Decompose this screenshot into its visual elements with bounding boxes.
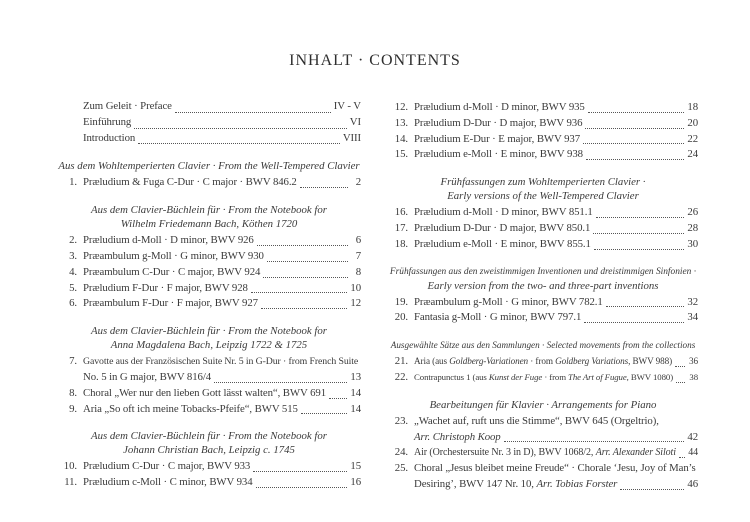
text-segment: Præludium e-Moll · E minor, BWV 855.1 [414, 237, 591, 250]
contents-column-left [57, 100, 361, 491]
page-number: 10 [350, 281, 361, 294]
toc-entry [57, 233, 361, 249]
toc-entry [57, 475, 361, 491]
dotted-leader [620, 489, 684, 490]
entry-line [414, 237, 698, 253]
page-number: IV - V [333, 100, 361, 112]
section-heading [388, 338, 698, 352]
entry-content [414, 461, 698, 493]
dotted-leader [134, 128, 347, 129]
entry-text [414, 295, 603, 311]
entry-content [83, 265, 361, 281]
page-number: 32 [687, 295, 698, 308]
section-heading [57, 159, 361, 173]
entry-number: 20. [394, 311, 408, 324]
front-matter-label: Einführung [83, 115, 132, 128]
entry-line [414, 445, 698, 461]
text-segment: Præambulum g-Moll · G minor, BWV 930 [83, 249, 264, 262]
toc-entry [57, 265, 361, 281]
entry-text [414, 477, 617, 493]
front-matter-label: Zum Geleit · Preface [83, 100, 172, 112]
heading-line: Wilhelm Friedemann Bach, Köthen 1720 [120, 218, 298, 231]
toc-entry [388, 445, 698, 461]
dotted-leader [251, 292, 348, 293]
heading-line: Johann Christian Bach, Leipzig c. 1745 [123, 444, 295, 457]
entry-content [83, 249, 361, 265]
dotted-leader [585, 128, 684, 129]
page-number: 15 [350, 460, 361, 473]
front-matter-label: Introduction [83, 131, 136, 144]
toc-entry [388, 116, 698, 132]
text-segment: Choral „Wer nur den lieben Gott lässt walten“, BWV 691 [83, 386, 326, 399]
page-number: 36 [689, 356, 698, 367]
text-segment: Arr. Tobias Forster [536, 477, 618, 490]
dotted-leader [267, 261, 348, 262]
entry-content [414, 310, 698, 326]
dotted-leader [593, 233, 684, 234]
toc-entry [57, 386, 361, 402]
page-number: 16 [350, 476, 361, 489]
entry-content [414, 354, 698, 370]
entry-line [414, 147, 698, 163]
page-number: 13 [350, 370, 361, 383]
text-segment: , BWV 1080) [626, 371, 674, 382]
entry-text [414, 221, 590, 237]
entry-content [83, 175, 361, 191]
entry-text [83, 386, 326, 402]
toc-entry [57, 402, 361, 418]
entry-text [414, 100, 585, 116]
toc-entry [388, 370, 698, 386]
entry-text [83, 354, 358, 370]
text-segment: Præludium F-Dur · F major, BWV 928 [83, 281, 248, 294]
page-number: 12 [350, 297, 361, 310]
front-matter-row [83, 116, 361, 132]
entry-line [83, 281, 361, 297]
contents-column-right [388, 100, 698, 493]
dotted-leader [261, 308, 347, 309]
entry-text [414, 414, 659, 430]
text-segment: Præludium C-Dur · C major, BWV 933 [83, 460, 251, 473]
entry-line [414, 205, 698, 221]
text-segment: Præambulum g-Moll · G minor, BWV 782.1 [414, 295, 603, 308]
heading-line: Aus dem Wohltemperierten Clavier · From the Well-Tempered Clavier [58, 160, 360, 173]
entry-number: 23. [394, 414, 408, 427]
text-segment: „Wachet auf, ruft uns die Stimme“, BWV 645 (Orgeltrio), [414, 414, 659, 427]
entry-content [83, 354, 361, 386]
dotted-leader [329, 398, 347, 399]
entry-line [414, 430, 698, 446]
entry-content [83, 459, 361, 475]
text-segment: Præludium d-Moll · D minor, BWV 851.1 [414, 206, 593, 219]
dotted-leader [301, 413, 348, 414]
section-heading [388, 175, 698, 203]
page-number: 2 [355, 176, 361, 189]
dotted-leader [588, 112, 685, 113]
entry-text [414, 237, 591, 253]
entry-line [83, 402, 361, 418]
dotted-leader [584, 322, 684, 323]
entry-text [83, 402, 298, 418]
page-number: 22 [687, 132, 698, 145]
entry-content [414, 132, 698, 148]
entry-line [83, 354, 361, 370]
page-number: 44 [688, 447, 698, 459]
text-segment: Præludium c-Moll · C minor, BWV 934 [83, 476, 253, 489]
entry-line [83, 175, 361, 191]
entry-number: 8. [69, 386, 77, 399]
dotted-leader [138, 143, 340, 144]
text-segment: Goldberg Variations [555, 356, 629, 367]
entry-line [83, 265, 361, 281]
text-segment: Goldberg-Variationen [449, 356, 529, 367]
text-segment: · from [542, 371, 569, 382]
toc-entry [388, 100, 698, 116]
page-number: VI [349, 115, 361, 128]
entry-number: 6. [69, 297, 77, 310]
dotted-leader [583, 143, 684, 144]
entry-line [83, 233, 361, 249]
page-number: VIII [342, 131, 361, 144]
front-matter-row [83, 132, 361, 148]
text-segment: Fantasia g-Moll · G minor, BWV 797.1 [414, 311, 582, 324]
text-segment: No. 5 in G major, BWV 816/4 [83, 370, 212, 383]
text-segment: Air (Orchestersuite Nr. 3 in D), BWV 1068/2, [414, 447, 596, 459]
entry-line [83, 475, 361, 491]
heading-line: Aus dem Clavier-Büchlein für · From the Notebook for [91, 430, 327, 443]
dotted-leader [675, 366, 685, 367]
entry-text [83, 281, 248, 297]
heading-line: Anna Magdalena Bach, Leipzig 1722 & 1725 [110, 339, 308, 352]
page-number: 6 [355, 234, 361, 247]
entry-number: 17. [394, 221, 408, 234]
entry-number: 10. [63, 460, 77, 473]
dotted-leader [676, 382, 685, 383]
page-number: 26 [687, 206, 698, 219]
text-segment: Præludium d-Moll · D minor, BWV 935 [414, 101, 585, 113]
entry-line [414, 477, 698, 493]
entry-number: 3. [69, 249, 77, 262]
text-segment: Kunst der Fuge [488, 371, 543, 382]
text-segment: Choral „Jesus bleibet meine Freude“ · Chorale ‘Jesu, Joy of Man’s [414, 462, 696, 475]
toc-entry [388, 295, 698, 311]
entry-number: 18. [394, 237, 408, 250]
text-segment: Præludium D-Dur · D major, BWV 936 [414, 116, 583, 129]
text-segment: Præludium d-Moll · D minor, BWV 926 [83, 234, 254, 247]
text-segment: Præambulum F-Dur · F major, BWV 927 [83, 297, 258, 310]
text-segment: Gavotte aus der Französischen Suite Nr. 5 in G-Dur · from French Suite [83, 356, 359, 368]
text-segment: Arr. Alexander Siloti [595, 447, 676, 459]
entry-line [83, 459, 361, 475]
entry-line [414, 414, 698, 430]
page-number: 20 [687, 116, 698, 129]
entry-number: 24. [394, 446, 408, 459]
text-segment: Præludium D-Dur · D major, BWV 850.1 [414, 221, 591, 234]
toc-entry [388, 221, 698, 237]
text-segment: Præludium E-Dur · E major, BWV 937 [414, 132, 581, 145]
entry-line [83, 249, 361, 265]
toc-entry [388, 132, 698, 148]
dotted-leader [263, 277, 348, 278]
entry-line [83, 370, 361, 386]
entry-number: 2. [69, 234, 77, 247]
text-segment: Contrapunctus 1 (aus [414, 371, 489, 382]
text-segment: Desiring’, BWV 147 Nr. 10, [414, 477, 537, 490]
dotted-leader [679, 457, 685, 458]
page-number: 18 [687, 101, 698, 113]
entry-content [83, 402, 361, 418]
page-number: 28 [687, 221, 698, 234]
dotted-leader [300, 187, 348, 188]
entry-line [414, 132, 698, 148]
heading-line: Early version from the two- and three-part inventions [427, 279, 659, 292]
page-number: 24 [687, 148, 698, 161]
toc-entry [388, 147, 698, 163]
entry-number: 16. [394, 206, 408, 219]
entry-text [414, 310, 581, 326]
dotted-leader [253, 471, 347, 472]
toc-entry [57, 296, 361, 312]
dotted-leader [586, 159, 684, 160]
page-number: 38 [689, 371, 698, 382]
entry-text [83, 265, 260, 281]
dotted-leader [214, 382, 347, 383]
entry-line [414, 310, 698, 326]
entry-text [83, 296, 258, 312]
toc-entry [388, 414, 698, 446]
toc-entry [57, 354, 361, 386]
entry-content [83, 233, 361, 249]
dotted-leader [256, 487, 348, 488]
entry-content [414, 237, 698, 253]
entry-number: 12. [394, 101, 408, 113]
text-segment: Præludium & Fuga C-Dur · C major · BWV 846.2 [83, 176, 297, 189]
entry-content [83, 281, 361, 297]
text-segment: Præambulum C-Dur · C major, BWV 924 [83, 265, 261, 278]
text-segment: Arr. Christoph Koop [414, 430, 501, 443]
dotted-leader [606, 306, 685, 307]
entry-number: 7. [69, 355, 77, 368]
entry-line [414, 100, 698, 116]
entry-text [414, 461, 696, 477]
entry-line [83, 296, 361, 312]
entry-number: 14. [394, 132, 408, 145]
entry-line [414, 461, 698, 477]
entry-content [414, 414, 698, 446]
entry-text [83, 459, 250, 475]
toc-entry [57, 175, 361, 191]
section-heading [388, 398, 698, 412]
toc-entry [388, 354, 698, 370]
toc-entry [388, 310, 698, 326]
text-segment: Præludium e-Moll · E minor, BWV 938 [414, 148, 583, 161]
entry-number: 21. [394, 355, 408, 368]
heading-line: Frühfassungen zum Wohltemperierten Clavier · [440, 176, 646, 189]
page-number: 7 [355, 249, 361, 262]
toc-entry [388, 237, 698, 253]
toc-entry [57, 459, 361, 475]
heading-line: Bearbeitungen für Klavier · Arrangements for Piano [429, 398, 657, 411]
entry-number: 19. [394, 295, 408, 308]
entry-text [414, 430, 501, 446]
section-heading [57, 324, 361, 352]
entry-content [414, 445, 698, 461]
entry-text [414, 354, 672, 370]
entry-text [83, 475, 253, 491]
page-number: 46 [687, 477, 698, 490]
entry-text [414, 116, 582, 132]
dotted-leader [596, 217, 685, 218]
dotted-leader [175, 112, 331, 113]
entry-content [414, 221, 698, 237]
page-number: 14 [350, 402, 361, 415]
entry-text [414, 205, 593, 221]
entry-number: 5. [69, 281, 77, 294]
entry-text [414, 445, 676, 461]
text-segment: · from [528, 356, 556, 367]
text-segment: , BWV 988) [628, 356, 673, 367]
entry-content [414, 295, 698, 311]
entry-content [83, 475, 361, 491]
entry-number: 4. [69, 265, 77, 278]
toc-entry [388, 461, 698, 493]
heading-line: Aus dem Clavier-Büchlein für · From the Notebook for [91, 204, 327, 217]
entry-text [83, 233, 254, 249]
dotted-leader [504, 441, 685, 442]
heading-line: Early versions of the Well-Tempered Clavier [447, 190, 639, 203]
entry-line [414, 221, 698, 237]
toc-entry [57, 281, 361, 297]
dotted-leader [257, 245, 348, 246]
page-number: 8 [355, 265, 361, 278]
toc-entry [57, 249, 361, 265]
dotted-leader [594, 249, 685, 250]
entry-line [414, 370, 698, 386]
text-segment: Aria (aus [414, 356, 450, 367]
entry-content [414, 116, 698, 132]
entry-line [83, 386, 361, 402]
section-heading [388, 265, 698, 293]
heading-line: Ausgewählte Sätze aus den Sammlungen · Selected movements from the collections [390, 340, 696, 351]
page-title: INHALT · CONTENTS [289, 52, 461, 69]
entry-line [414, 295, 698, 311]
page-number: 30 [687, 237, 698, 250]
entry-content [414, 147, 698, 163]
entry-text [83, 175, 297, 191]
entry-content [414, 205, 698, 221]
entry-text [414, 147, 583, 163]
text-segment: The Art of Fugue [568, 371, 627, 382]
heading-line: Frühfassungen aus den zweistimmigen Inventionen und dreistimmigen Sinfonien · [389, 266, 697, 277]
entry-number: 22. [394, 370, 408, 383]
entry-content [83, 386, 361, 402]
entry-number: 13. [394, 116, 408, 129]
entry-line [414, 116, 698, 132]
entry-number: 11. [64, 476, 77, 489]
section-heading [57, 429, 361, 457]
entry-text [414, 132, 580, 148]
entry-number: 9. [69, 402, 77, 415]
entry-text [414, 370, 673, 386]
entry-text [83, 370, 211, 386]
section-heading [57, 203, 361, 231]
heading-line: Aus dem Clavier-Büchlein für · From the Notebook for [91, 325, 327, 338]
page-number: 34 [687, 311, 698, 324]
entry-number: 15. [394, 148, 408, 161]
entry-line [414, 354, 698, 370]
toc-entry [388, 205, 698, 221]
entry-content [414, 370, 698, 386]
page-number: 42 [687, 430, 698, 443]
entry-number: 25. [394, 462, 408, 475]
entry-text [83, 249, 264, 265]
entry-content [414, 100, 698, 116]
text-segment: Aria „So oft ich meine Tobacks-Pfeife“, BWV 515 [83, 402, 298, 415]
entry-content [83, 296, 361, 312]
entry-number: 1. [69, 176, 77, 189]
page-number: 14 [350, 386, 361, 399]
front-matter-row [83, 100, 361, 116]
